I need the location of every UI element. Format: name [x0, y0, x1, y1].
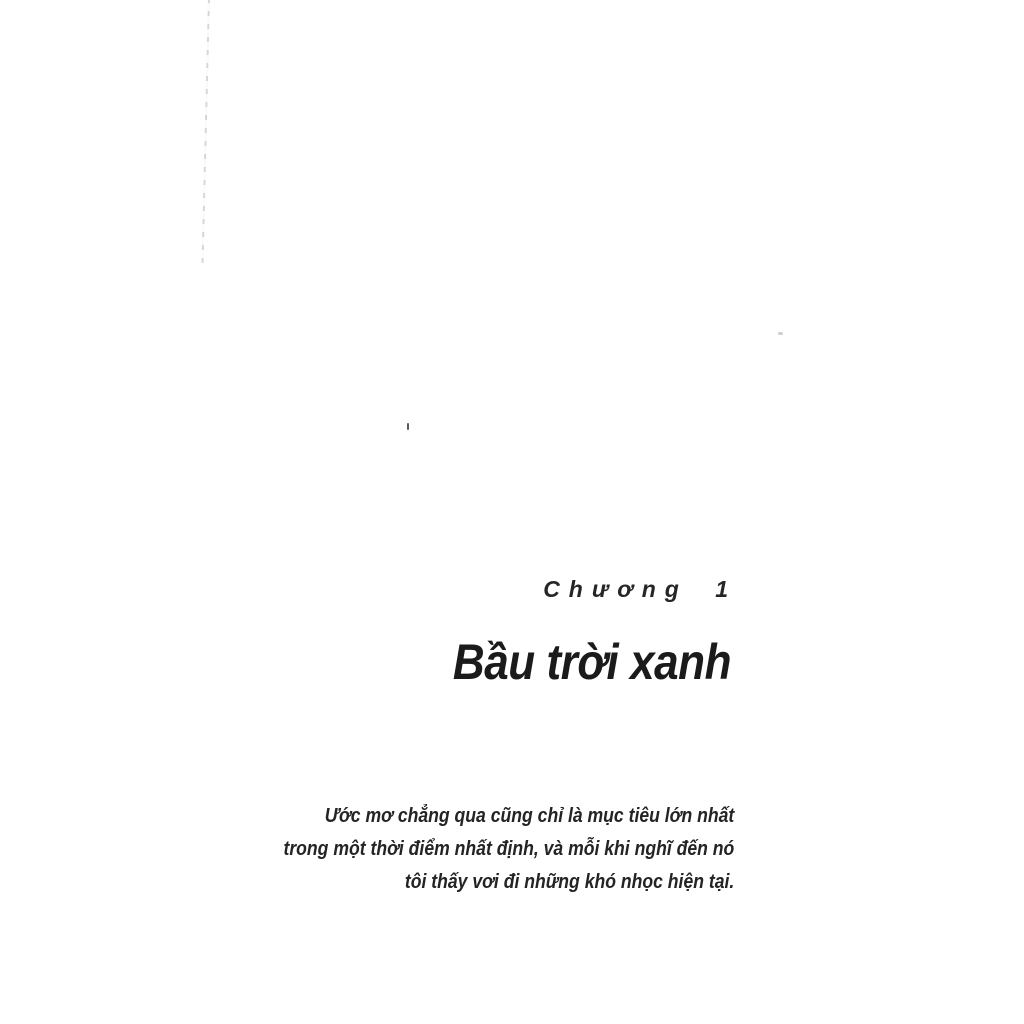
print-speck	[778, 332, 783, 335]
scan-artifact-line	[202, 0, 210, 263]
epigraph-line: tôi thấy vơi đi những khó nhọc hiện tại.	[404, 871, 734, 893]
chapter-label: Chương 1	[543, 576, 737, 602]
chapter-title: Bầu trời xanh	[452, 634, 731, 690]
epigraph-line: trong một thời điểm nhất định, và mỗi khi nghĩ đến nó	[283, 838, 734, 860]
epigraph-line: Ước mơ chẳng qua cũng chỉ là mục tiêu lớn nhất	[324, 805, 734, 827]
print-speck	[407, 423, 409, 430]
epigraph	[283, 800, 734, 899]
